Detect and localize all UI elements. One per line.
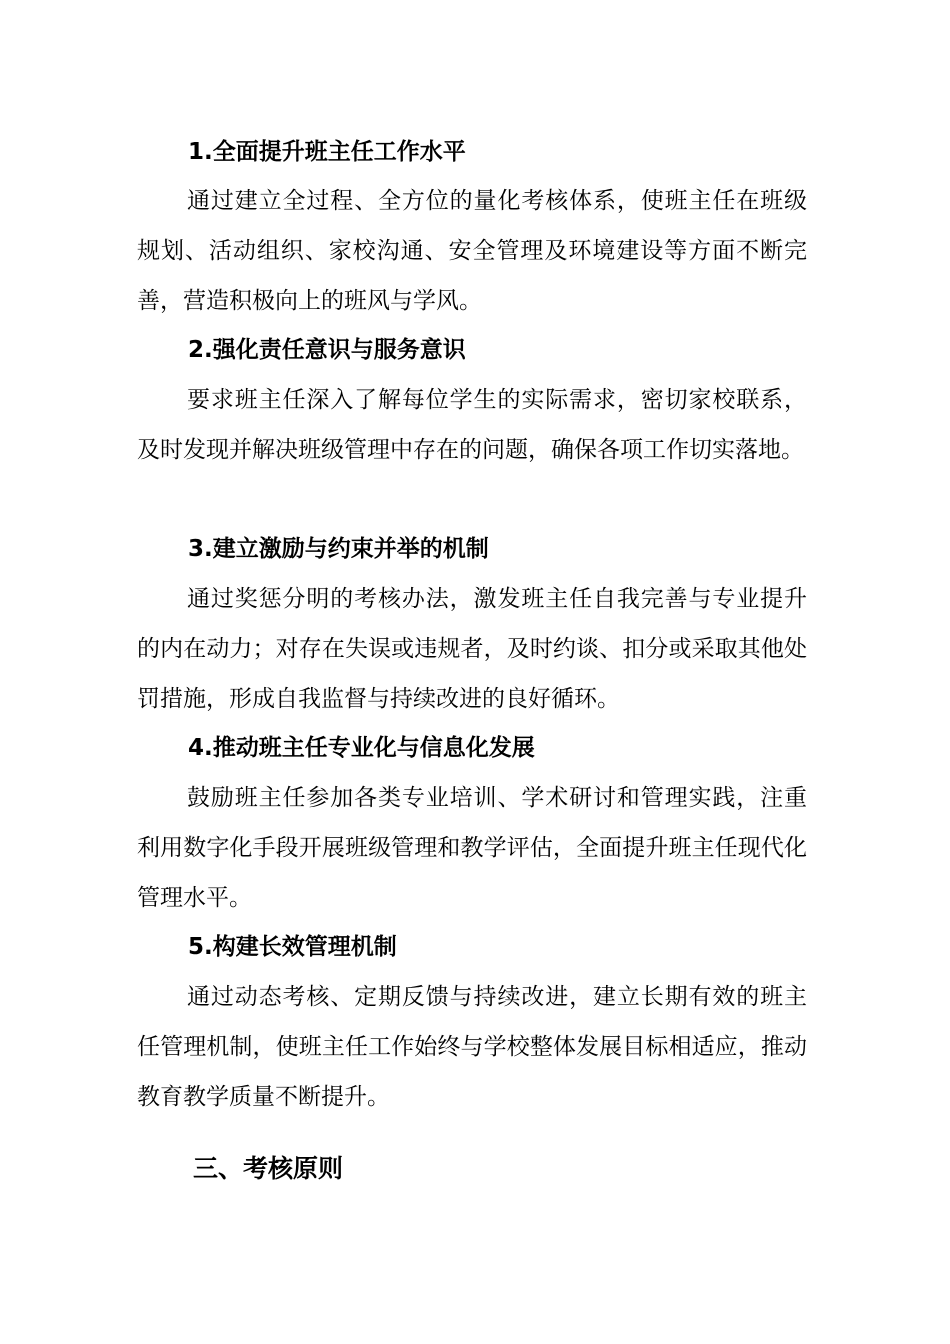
item-3-heading: 3.建立激励与约束并举的机制 <box>188 536 489 562</box>
item-5-heading: 5.构建长效管理机制 <box>188 934 397 960</box>
item-5-body: 通过动态考核、定期反馈与持续改进，建立长期有效的班主任管理机制，使班主任工作始终与学校整体发展目标相适应，推动教育教学质量不断提升。 <box>137 984 807 1110</box>
item-2-body: 要求班主任深入了解每位学生的实际需求，密切家校联系，及时发现并解决班级管理中存在的问题，确保各项工作切实落地。 <box>137 387 807 463</box>
item-3-body: 通过奖惩分明的考核办法，激发班主任自我完善与专业提升的内在动力；对存在失误或违规者，及时约谈、扣分或采取其他处罚措施，形成自我监督与持续改进的良好循环。 <box>137 586 807 712</box>
item-1-heading: 1.全面提升班主任工作水平 <box>188 139 466 165</box>
item-2-heading: 2.强化责任意识与服务意识 <box>188 337 466 363</box>
item-1-body: 通过建立全过程、全方位的量化考核体系，使班主任在班级规划、活动组织、家校沟通、安全管理及环境建设等方面不断完善，营造积极向上的班风与学风。 <box>137 188 807 314</box>
section-title: 三、考核原则 <box>193 1154 344 1183</box>
item-4-body: 鼓励班主任参加各类专业培训、学术研讨和管理实践，注重利用数字化手段开展班级管理和教学评估，全面提升班主任现代化管理水平。 <box>137 785 807 911</box>
item-4-heading: 4.推动班主任专业化与信息化发展 <box>188 735 535 761</box>
